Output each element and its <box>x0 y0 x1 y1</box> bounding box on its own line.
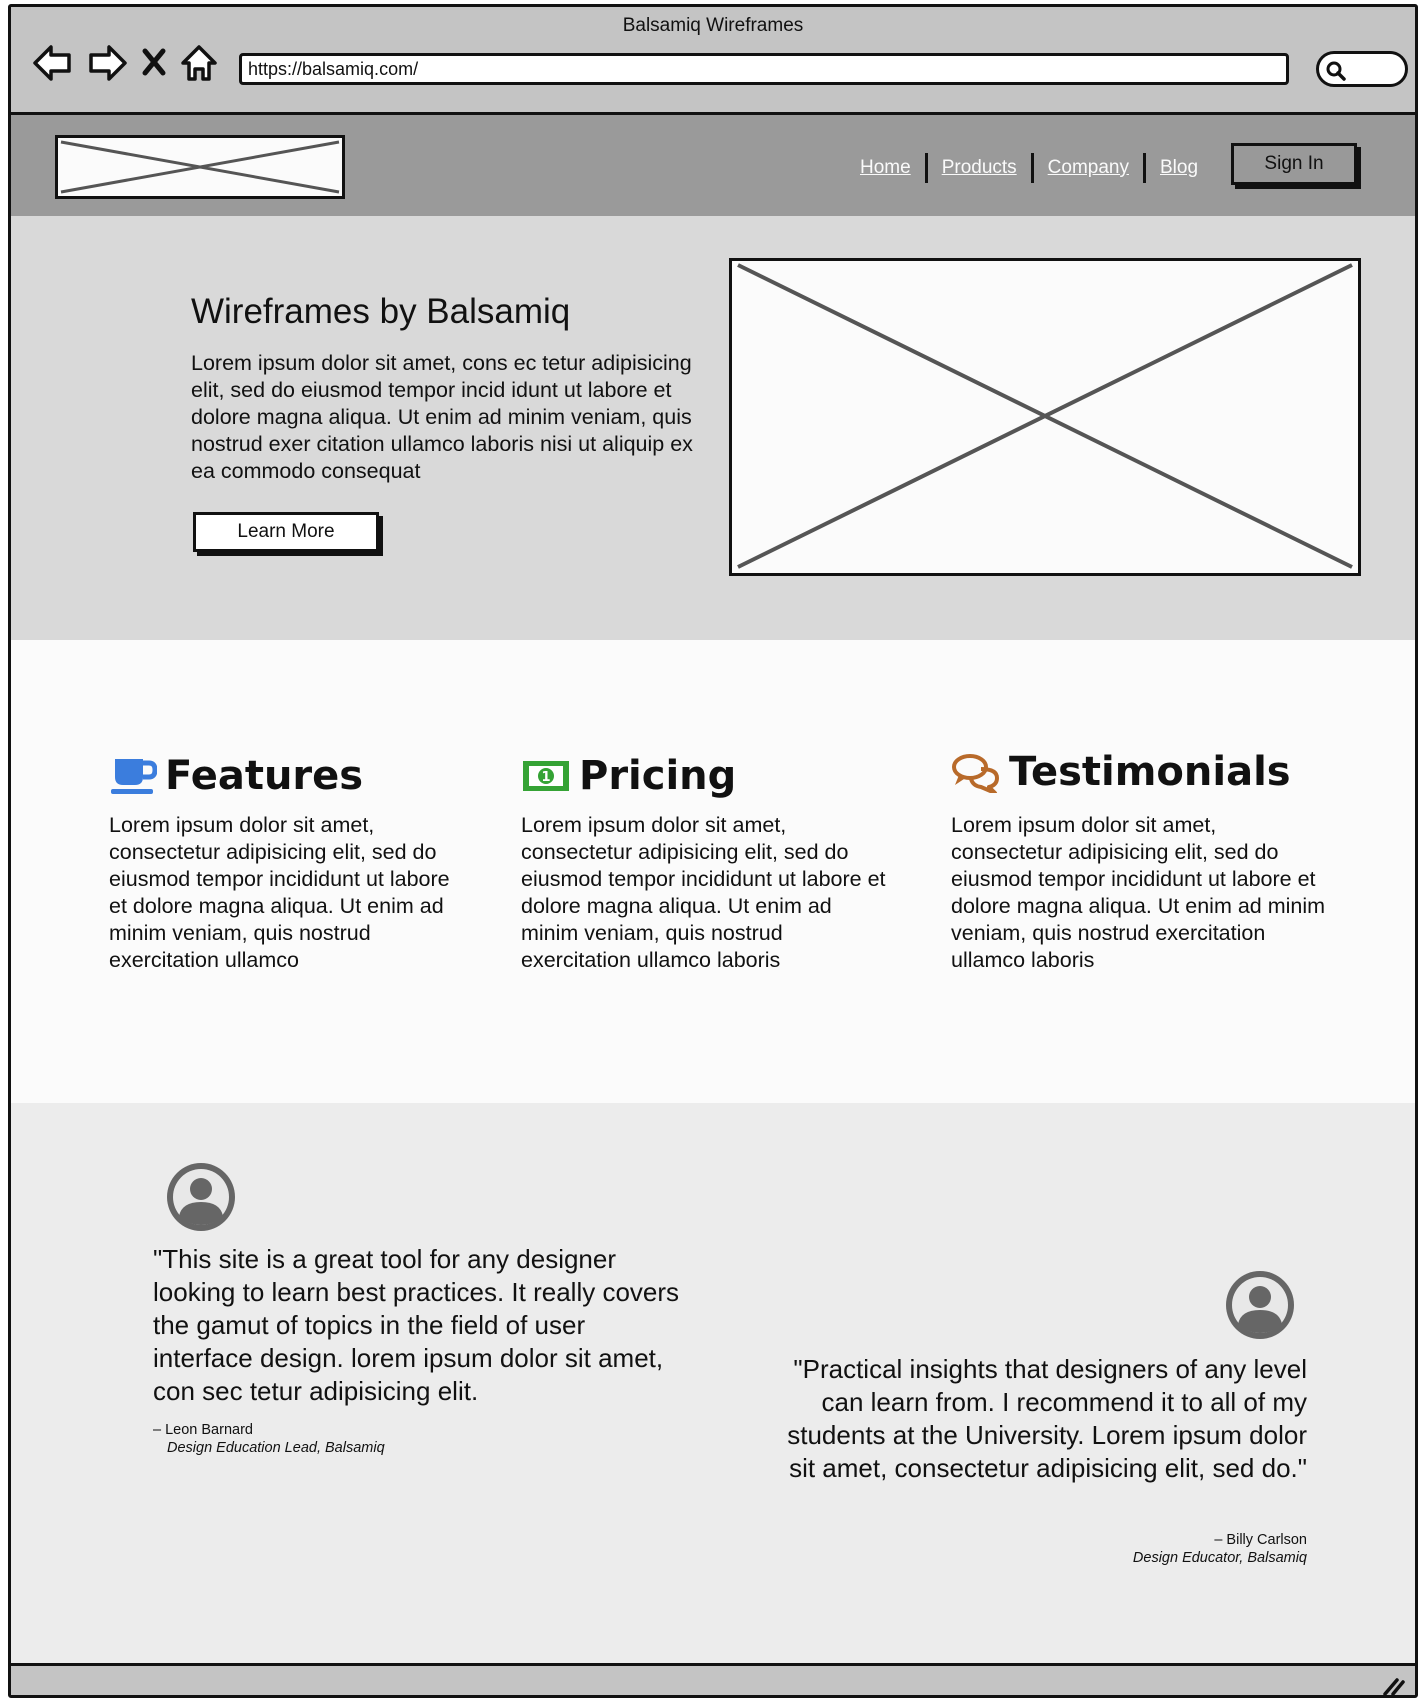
features-text: Lorem ipsum dolor sit amet, consectetur adipisicing elit, sed do eiusmod tempor incididunt ut labore et dolore magna aliqua. Ut enim ad minim veniam, quis nostrud exercitation ullamco <box>109 813 450 972</box>
hero-title: Wireframes by Balsamiq <box>191 292 571 331</box>
status-bar <box>11 1663 1415 1698</box>
image-placeholder-icon <box>58 138 342 196</box>
menu-item-blog[interactable]: Blog <box>1160 157 1199 178</box>
avatar <box>164 1160 238 1234</box>
features-heading <box>109 752 459 800</box>
testimonial-quote: "Practical insights that designers of any level can learn from. I recommend it to all of my students at the University. Lorem ipsum dolor sit amet, consectetur adipisicing elit, sed do." <box>787 1354 1307 1483</box>
browser-chrome <box>11 7 1415 115</box>
url-input[interactable]: https://balsamiq.com/ <box>239 53 1289 85</box>
chat-bubbles-icon <box>951 751 1001 793</box>
pricing-text: Lorem ipsum dolor sit amet, consectetur adipisicing elit, sed do eiusmod tempor incididunt ut labore et dolore magna aliqua. Ut enim ad minim veniam, quis nostrud exercitation ullamco laboris <box>521 813 886 972</box>
pricing-heading <box>521 752 891 800</box>
testimonials-column <box>951 748 1331 974</box>
sign-in-button[interactable]: Sign In <box>1231 143 1357 185</box>
search-icon <box>1325 60 1347 82</box>
pricing-title: Pricing <box>579 753 737 799</box>
testimonial-role: Design Education Lead, Balsamiq <box>167 1440 385 1456</box>
testimonials-text: Lorem ipsum dolor sit amet, consectetur adipisicing elit, sed do eiusmod tempor incididunt ut labore et dolore magna aliqua. Ut enim ad minim veniam, quis nostrud exercitation ullamco laboris <box>951 813 1326 972</box>
main-menu <box>846 153 1212 183</box>
site-header <box>11 115 1415 216</box>
testimonial-author: – Billy Carlson <box>1214 1532 1307 1548</box>
features-column <box>109 752 459 974</box>
logo-placeholder[interactable] <box>55 135 345 199</box>
user-avatar-icon <box>164 1160 238 1234</box>
features-title: Features <box>165 753 364 799</box>
image-placeholder-icon <box>732 261 1358 573</box>
features-section <box>11 640 1415 1103</box>
window-title: Balsamiq Wireframes <box>622 15 804 36</box>
svg-text:1: 1 <box>541 770 551 785</box>
menu-item-products[interactable]: Products <box>941 157 1017 178</box>
hero-image-placeholder <box>729 258 1361 576</box>
learn-more-button[interactable]: Learn More <box>193 512 379 552</box>
coffee-cup-icon <box>109 755 157 797</box>
forward-arrow-icon[interactable] <box>85 41 129 85</box>
testimonials-title: Testimonials <box>1009 749 1291 795</box>
hero-body: Lorem ipsum dolor sit amet, cons ec tetur adipisicing elit, sed do eiusmod tempor incid idunt ut labore et dolore magna aliqua. Ut enim ad minim veniam, quis nostrud exer citation ullamco laboris nisi ut aliquip ex ea commodo consequat <box>191 351 693 483</box>
testimonials-heading <box>951 748 1331 796</box>
pricing-column <box>521 752 891 974</box>
hero-section <box>11 216 1415 640</box>
money-bill-icon <box>521 758 571 794</box>
testimonials-section <box>11 1103 1415 1663</box>
browser-nav-buttons <box>31 41 219 85</box>
user-avatar-icon <box>1223 1268 1297 1342</box>
testimonial-author-block <box>153 1421 385 1457</box>
testimonial-quote: "This site is a great tool for any designer looking to learn best practices. It really covers the gamut of topics in the field of user interface design. lorem ipsum dolor sit amet, con sec tetur adipisicing elit. <box>153 1244 680 1406</box>
stop-x-icon[interactable] <box>139 41 169 85</box>
testimonial-author: – Leon Barnard <box>153 1422 253 1438</box>
testimonial-role: Design Educator, Balsamiq <box>1132 1550 1307 1566</box>
back-arrow-icon[interactable] <box>31 41 75 85</box>
menu-item-company[interactable]: Company <box>1047 157 1129 178</box>
resize-grip-icon[interactable] <box>1381 1674 1405 1696</box>
browser-window <box>8 4 1418 1698</box>
browser-search-field[interactable] <box>1316 51 1408 87</box>
testimonial-author-block <box>1011 1531 1307 1567</box>
home-icon[interactable] <box>179 41 219 85</box>
menu-item-home[interactable]: Home <box>860 157 911 178</box>
avatar <box>1223 1268 1297 1342</box>
